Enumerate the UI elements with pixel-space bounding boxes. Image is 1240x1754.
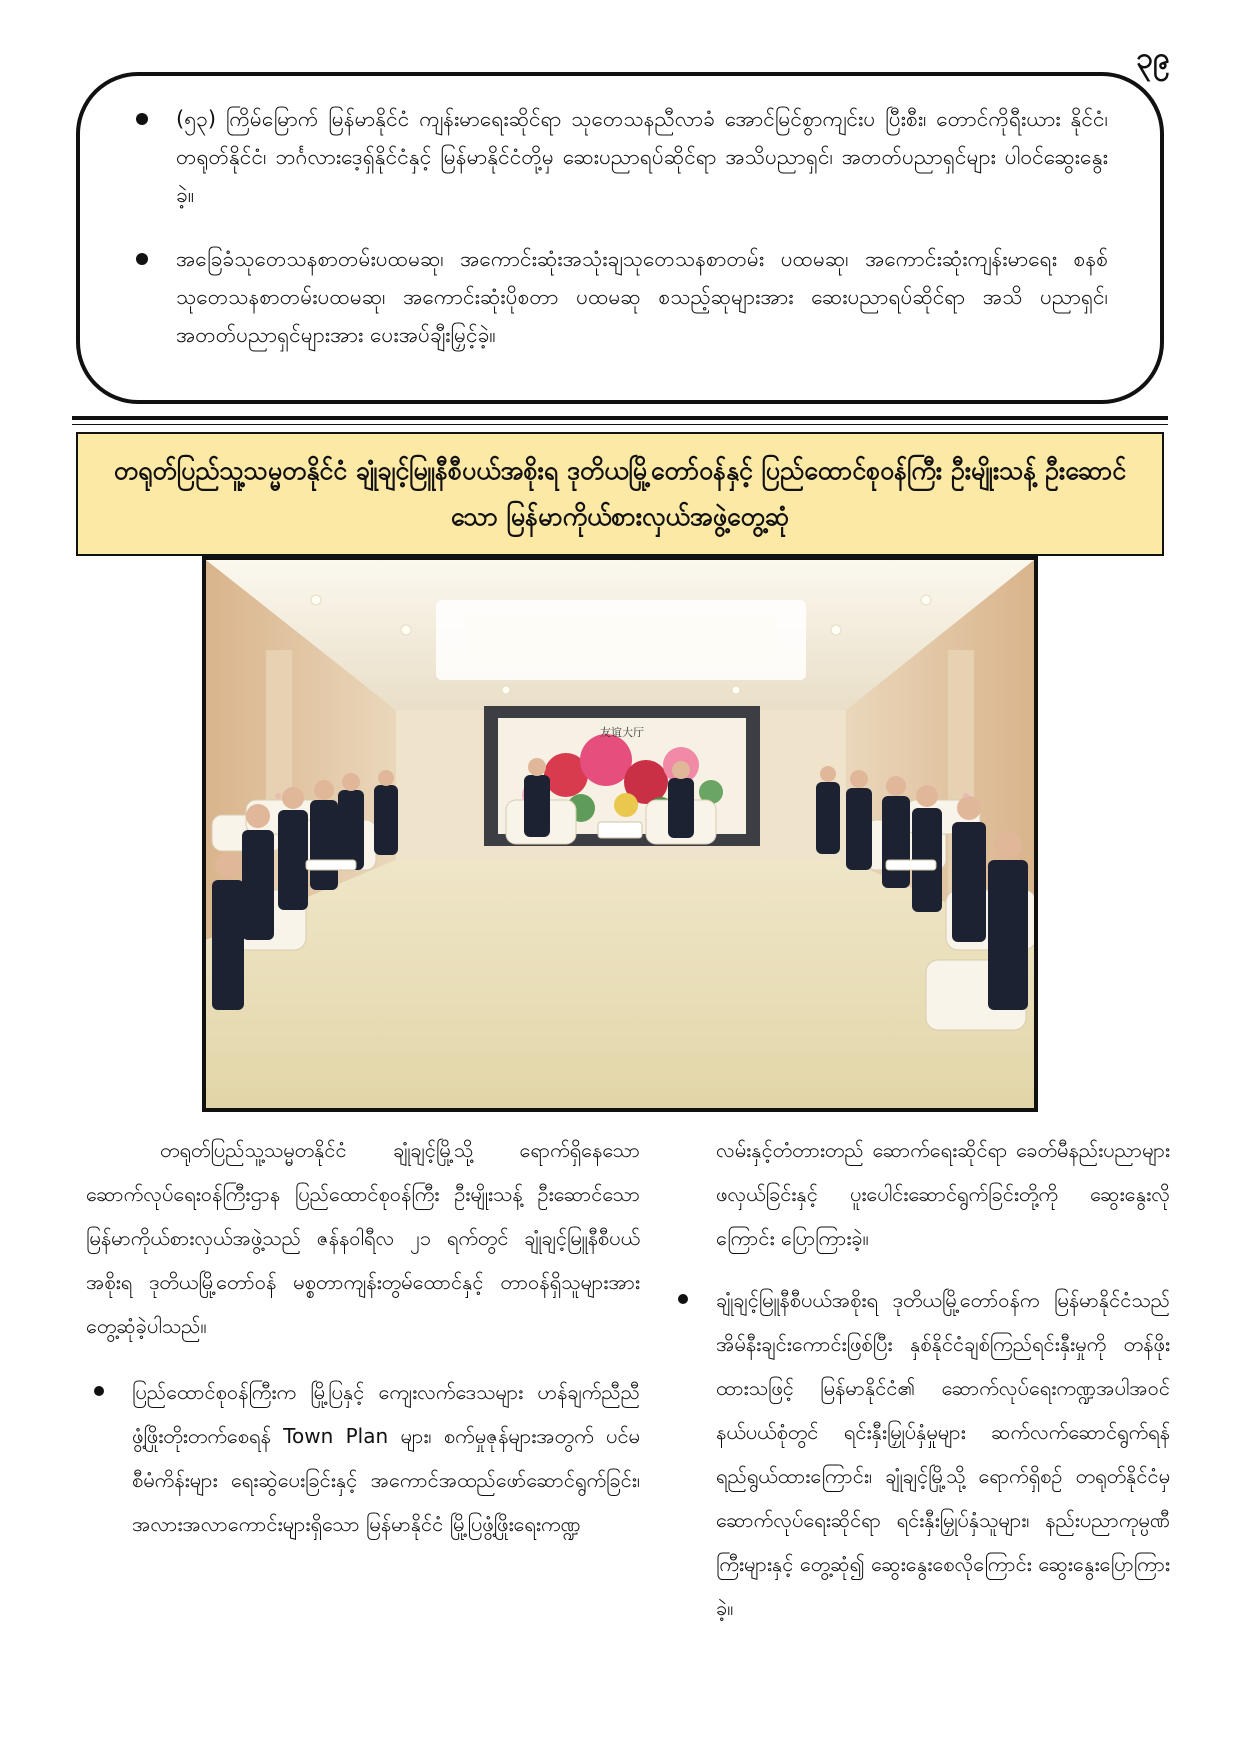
photo-banner-text: 友谊大厅	[600, 726, 644, 739]
bullet-icon	[678, 1294, 688, 1304]
article-bullet-vice-mayor	[670, 1278, 1170, 1630]
page-number: ၃၉	[1136, 41, 1170, 76]
divider-thick	[72, 416, 1168, 420]
article-column-right	[670, 1128, 1170, 1630]
summary-item-text: (၅၃) ကြိမ်မြောက် မြန်မာနိုင်ငံ ကျန်းမာရေးဆိုင်ရာ သုတေသနညီလာခံ အောင်မြင်စွာကျင်းပ ပြီးစီး၊ တောင်ကိုရီးယား နိုင်ငံ၊ တရုတ်နိုင်ငံ၊ ဘင်္ဂလားဒေ့ရှ်နိုင်ငံနှင့် မြန်မာနိုင်ငံတို့မှ ဆေးပညာရပ်ဆိုင်ရာ အသိပညာရှင်၊ အတတ်ပညာရှင်များ ပါဝင်ဆွေးနွေးခဲ့။	[176, 107, 1108, 207]
article-bullet-minister	[86, 1370, 640, 1546]
meeting-photo	[202, 556, 1038, 1112]
article-headline: တရုတ်ပြည်သူ့သမ္မတနိုင်ငံ ချုံချင့်မြူနီစီပယ်အစိုးရ ဒုတိယမြို့တော်ဝန်နှင့် ပြည်ထောင်စုဝန်ကြီး ဦးမျိုးသန့် ဦးဆောင်သော မြန်မာကိုယ်စားလှယ်အဖွဲ့တွေ့ဆုံ	[113, 456, 1127, 531]
article-column-left	[86, 1128, 640, 1546]
bullet-icon	[136, 253, 148, 265]
summary-item-conference	[136, 100, 1108, 214]
bullet-icon	[136, 113, 148, 125]
divider-thin	[72, 424, 1168, 425]
article-bullet-continuation: လမ်းနှင့်တံတားတည် ဆောက်ရေးဆိုင်ရာ ခေတ်မီနည်းပညာများဖလှယ်ခြင်းနှင့် ပူးပေါင်းဆောင်ရွက်ခြင်းတို့ကို ဆွေးနွေးလိုကြောင်း ပြောကြားခဲ့။	[716, 1138, 1170, 1250]
summary-item-awards	[136, 240, 1108, 354]
article-bullet-text: ချုံချင့်မြူနီစီပယ်အစိုးရ ဒုတိယမြို့တော်ဝန်က မြန်မာနိုင်ငံသည် အိမ်နီးချင်းကောင်းဖြစ်ပြီး နှစ်နိုင်ငံချစ်ကြည်ရင်းနှီးမှုကို တန်ဖိုးထားသဖြင့် မြန်မာနိုင်ငံ၏ ဆောက်လုပ်ရေးကဏ္ဍအပါအဝင် နယ်ပယ်စုံတွင် ရင်းနှီးမြှုပ်နှံမှုများ ဆက်လက်ဆောင်ရွက်ရန်ရည်ရွယ်ထားကြောင်း၊ ချုံချင့်မြို့သို့ ရောက်ရှိစဉ် တရုတ်နိုင်ငံမှ ဆောက်လုပ်ရေးဆိုင်ရာ ရင်းနှီးမြှုပ်နှံသူများ၊ နည်းပညာကုမ္ပဏီကြီးများနှင့် တွေ့ဆုံ၍ ဆွေးနွေးစေလိုကြောင်း ဆွေးနွေးပြောကြားခဲ့။	[716, 1288, 1170, 1620]
summary-box	[76, 72, 1164, 404]
article-bullet-text: ပြည်ထောင်စုဝန်ကြီးက မြို့ပြနှင့် ကျေးလက်ဒေသများ ဟန်ချက်ညီညီဖွံ့ဖြိုးတိုးတက်စေရန် Town Plan များ၊ စက်မှုဇုန်များအတွက် ပင်မစီမံကိန်းများ ရေးဆွဲပေးခြင်းနှင့် အကောင်အထည်ဖော်ဆောင်ရွက်ခြင်း၊ အလားအလာကောင်းများရှိသော မြန်မာနိုင်ငံ မြို့ပြဖွံ့ဖြိုးရေးကဏ္ဍ	[132, 1380, 640, 1536]
summary-item-text: အခြေခံသုတေသနစာတမ်းပထမဆု၊ အကောင်းဆုံးအသုံးချသုတေသနစာတမ်း ပထမဆု၊ အကောင်းဆုံးကျန်းမာရေး စနစ်သုတေသနစာတမ်းပထမဆု၊ အကောင်းဆုံးပိုစတာ ပထမဆု စသည့်ဆုများအား ဆေးပညာရပ်ဆိုင်ရာ အသိ ပညာရှင်၊ အတတ်ပညာရှင်များအား ပေးအပ်ချီးမြှင့်ခဲ့။	[176, 247, 1108, 347]
headline-box	[76, 432, 1164, 556]
bullet-icon	[94, 1386, 104, 1396]
article-intro: တရုတ်ပြည်သူ့သမ္မတနိုင်ငံ ချုံချင့်မြို့သို့ ရောက်ရှိနေသော ဆောက်လုပ်ရေးဝန်ကြီးဌာန ပြည်ထောင်စုဝန်ကြီး ဦးမျိုးသန့် ဦးဆောင်သော မြန်မာကိုယ်စားလှယ်အဖွဲ့သည် ဇန်နဝါရီလ ၂၁ ရက်တွင် ချုံချင့်မြူနီစီပယ်အစိုးရ ဒုတိယမြို့တော်ဝန် မစ္စတာကျန်းတွမ်ထောင်နှင့် တာဝန်ရှိသူများအား တွေ့ဆုံခဲ့ပါသည်။	[86, 1138, 640, 1338]
